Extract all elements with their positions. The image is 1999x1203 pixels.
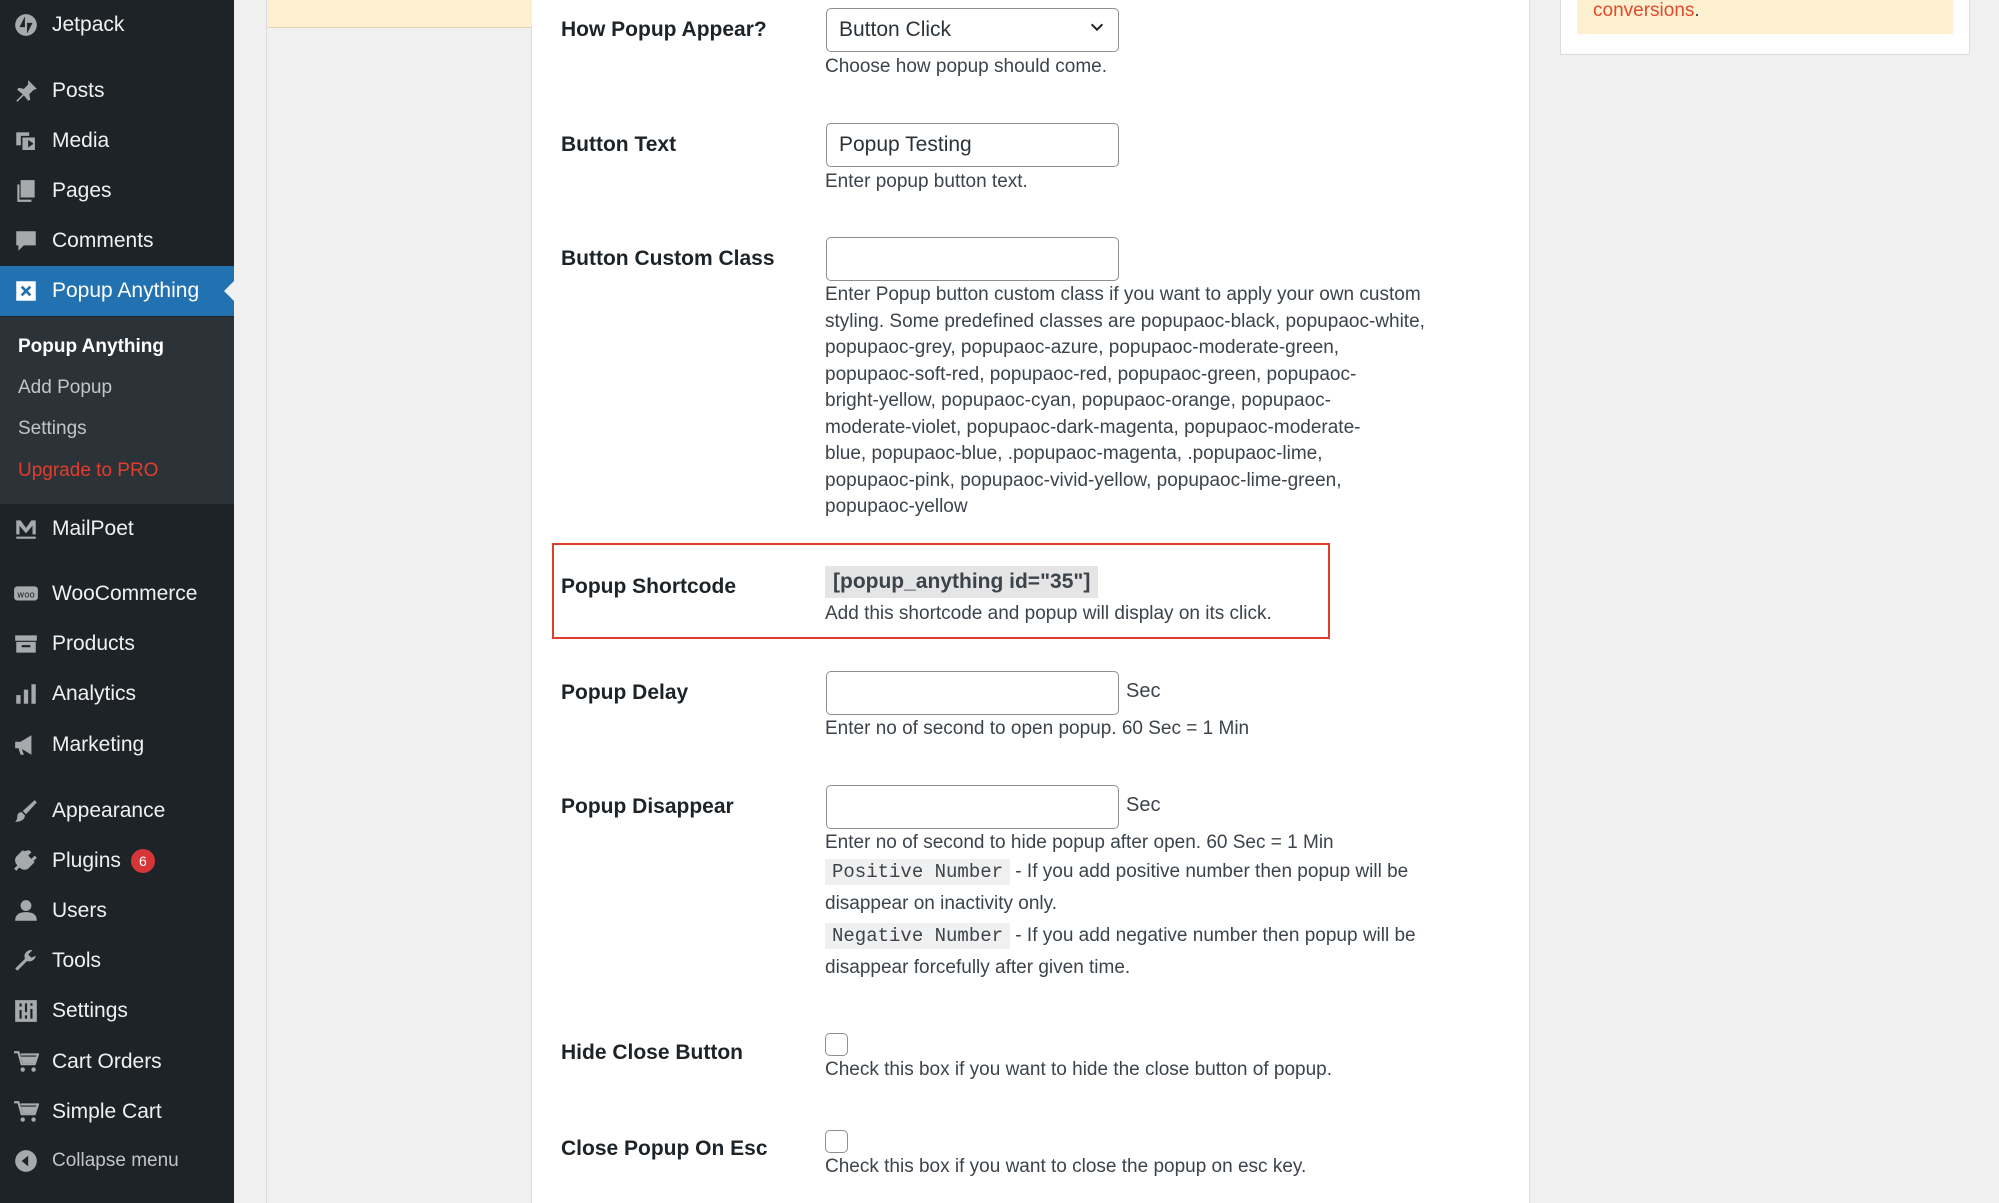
delay-desc: Enter no of second to open popup. 60 Sec = 1 Min — [825, 718, 1250, 739]
submenu-item-add-popup[interactable]: Add Popup — [18, 377, 113, 398]
submenu-item-upgrade[interactable]: Upgrade to PRO — [18, 460, 159, 481]
pages-icon — [0, 178, 52, 204]
sidebar-item-label: Comments — [52, 229, 154, 252]
svg-text:woo: woo — [17, 590, 35, 601]
button-text-label: Button Text — [561, 133, 677, 156]
positive-note-line2: disappear on inactivity only. — [825, 893, 1057, 914]
disappear-desc-main: Enter no of second to hide popup after open. 60 Sec = 1 Min — [825, 832, 1334, 853]
submenu-item-settings[interactable]: Settings — [18, 418, 87, 439]
shortcode-label: Popup Shortcode — [561, 575, 736, 598]
notice-period: . — [1694, 0, 1700, 21]
wrench-icon — [0, 948, 52, 974]
delay-label: Popup Delay — [561, 681, 689, 704]
sidebar-item-pages[interactable] — [0, 166, 234, 216]
sidebar-item-label: MailPoet — [52, 517, 134, 540]
sidebar-item-jetpack[interactable] — [0, 0, 234, 50]
sidebar-item-label: Marketing — [52, 733, 145, 756]
desc-line: bright-yellow, popupaoc-cyan, popupaoc-orange, popupaoc- — [825, 390, 1331, 411]
sidebar-item-users[interactable] — [0, 886, 234, 936]
sidebar-item-media[interactable] — [0, 116, 234, 166]
sidebar-item-label: Plugins — [52, 849, 121, 872]
delay-unit: Sec — [1126, 680, 1161, 702]
close-esc-desc: Check this box if you want to close the popup on esc key. — [825, 1156, 1307, 1177]
left-panel-notice — [267, 0, 533, 28]
sidebar-item-label: Analytics — [52, 682, 137, 705]
submenu — [0, 317, 234, 504]
sidebar-item-label: Appearance — [52, 799, 166, 822]
negative-note-text: - If you add negative number then popup will be — [1010, 925, 1416, 946]
user-icon — [0, 898, 52, 924]
positive-note-text: - If you add positive number then popup will be — [1010, 861, 1409, 882]
custom-class-label: Button Custom Class — [561, 247, 775, 270]
brush-icon — [0, 798, 52, 824]
sidebar-item-label: WooCommerce — [52, 582, 198, 605]
chart-icon — [0, 681, 52, 707]
plug-icon — [0, 848, 52, 874]
sidebar-item-label: Users — [52, 899, 107, 922]
cart-icon — [0, 1099, 52, 1125]
active-indicator — [224, 281, 234, 301]
negative-number-code: Negative Number — [825, 923, 1010, 949]
sidebar-item-label: Posts — [52, 79, 105, 102]
megaphone-icon — [0, 732, 52, 758]
sidebar-item-settings[interactable] — [0, 986, 234, 1036]
positive-number-note — [825, 856, 1485, 888]
negative-note-line2: disappear forcefully after given time. — [825, 957, 1131, 978]
negative-number-note — [825, 920, 1485, 952]
desc-line: popupaoc-grey, popupaoc-azure, popupaoc-moderate-green, — [825, 337, 1340, 358]
desc-line: blue, popupaoc-blue, .popupaoc-magenta, .popupaoc-lime, — [825, 443, 1323, 464]
desc-line: Enter Popup button custom class if you want to apply your own custom — [825, 284, 1421, 305]
hide-close-desc: Check this box if you want to hide the close button of popup. — [825, 1059, 1332, 1080]
sidebar-item-label: Products — [52, 632, 135, 655]
sidebar-item-cart-orders[interactable] — [0, 1037, 234, 1087]
sidebar-item-label: Popup Anything — [52, 279, 200, 302]
hide-close-label: Hide Close Button — [561, 1041, 743, 1064]
sidebar-item-mailpoet[interactable] — [0, 504, 234, 554]
custom-class-desc — [825, 282, 1485, 521]
appear-label: How Popup Appear? — [561, 18, 767, 41]
delay-input[interactable] — [826, 671, 1119, 715]
jetpack-icon — [0, 12, 52, 38]
sidebar-item-analytics[interactable] — [0, 669, 234, 719]
shortcode-value[interactable]: [popup_anything id="35"] — [825, 566, 1098, 598]
sidebar-item-simple-cart[interactable] — [0, 1087, 234, 1137]
sidebar-item-comments[interactable] — [0, 216, 234, 266]
conversions-link[interactable]: conversions — [1593, 0, 1695, 21]
disappear-label: Popup Disappear — [561, 795, 734, 818]
woo-icon — [0, 581, 52, 607]
desc-line: styling. Some predefined classes are popupaoc-black, popupaoc-white, — [825, 310, 1425, 332]
left-panel — [266, 0, 532, 1203]
close-esc-label: Close Popup On Esc — [561, 1137, 768, 1160]
positive-number-code: Positive Number — [825, 859, 1010, 885]
hide-close-checkbox[interactable] — [825, 1033, 848, 1056]
desc-line: popupaoc-pink, popupaoc-vivid-yellow, popupaoc-lime-green, — [825, 469, 1342, 491]
collapse-icon — [0, 1148, 52, 1174]
archive-icon — [0, 631, 52, 657]
upgrade-notice — [1577, 0, 1953, 34]
plugins-update-badge: 6 — [131, 849, 155, 873]
collapse-menu-button[interactable] — [0, 1136, 234, 1186]
disappear-desc — [825, 830, 1485, 984]
sidebar-item-plugins[interactable] — [0, 836, 234, 886]
sidebar-item-label: Settings — [52, 999, 128, 1022]
desc-line: popupaoc-yellow — [825, 496, 968, 517]
appear-desc: Choose how popup should come. — [825, 56, 1108, 77]
sidebar-item-label: Pages — [52, 179, 112, 202]
sidebar-item-label: Media — [52, 129, 110, 152]
appear-select-value: Button Click — [839, 18, 952, 41]
mailpoet-icon — [0, 516, 52, 542]
comment-icon — [0, 228, 52, 254]
sidebar-item-appearance[interactable] — [0, 786, 234, 836]
desc-line: moderate-violet, popupaoc-dark-magenta, popupaoc-moderate- — [825, 416, 1361, 438]
cart-icon — [0, 1049, 52, 1075]
appear-select[interactable] — [826, 8, 1119, 52]
sidebar-item-label: Collapse menu — [52, 1150, 179, 1171]
sidebar-item-label: Cart Orders — [52, 1050, 162, 1073]
custom-class-input[interactable] — [826, 237, 1119, 281]
settings-icon — [0, 998, 52, 1024]
desc-line: popupaoc-soft-red, popupaoc-red, popupaoc-green, popupaoc- — [825, 363, 1357, 385]
sidebar-item-products[interactable] — [0, 619, 234, 669]
media-icon — [0, 128, 52, 154]
button-text-desc: Enter popup button text. — [825, 171, 1028, 192]
sidebar-item-popup-anything[interactable] — [0, 266, 234, 316]
disappear-input[interactable] — [826, 785, 1119, 829]
popup-icon — [0, 278, 52, 304]
button-text-input[interactable] — [826, 123, 1119, 167]
submenu-item-popup-anything[interactable]: Popup Anything — [18, 336, 164, 357]
sidebar-item-label: Simple Cart — [52, 1100, 162, 1123]
sidebar-item-tools[interactable] — [0, 936, 234, 986]
sidebar-item-posts[interactable] — [0, 66, 234, 116]
sidebar-item-label: Tools — [52, 949, 102, 972]
shortcode-desc: Add this shortcode and popup will display on its click. — [825, 603, 1272, 624]
sidebar-item-woocommerce[interactable] — [0, 569, 234, 619]
chevron-down-icon — [1088, 18, 1106, 42]
admin-sidebar — [0, 0, 234, 1203]
upgrade-notice-box — [1560, 0, 1970, 55]
sidebar-item-marketing[interactable] — [0, 720, 234, 770]
pin-icon — [0, 78, 52, 104]
disappear-unit: Sec — [1126, 794, 1161, 816]
close-esc-checkbox[interactable] — [825, 1130, 848, 1153]
sidebar-item-label: Jetpack — [52, 13, 125, 36]
